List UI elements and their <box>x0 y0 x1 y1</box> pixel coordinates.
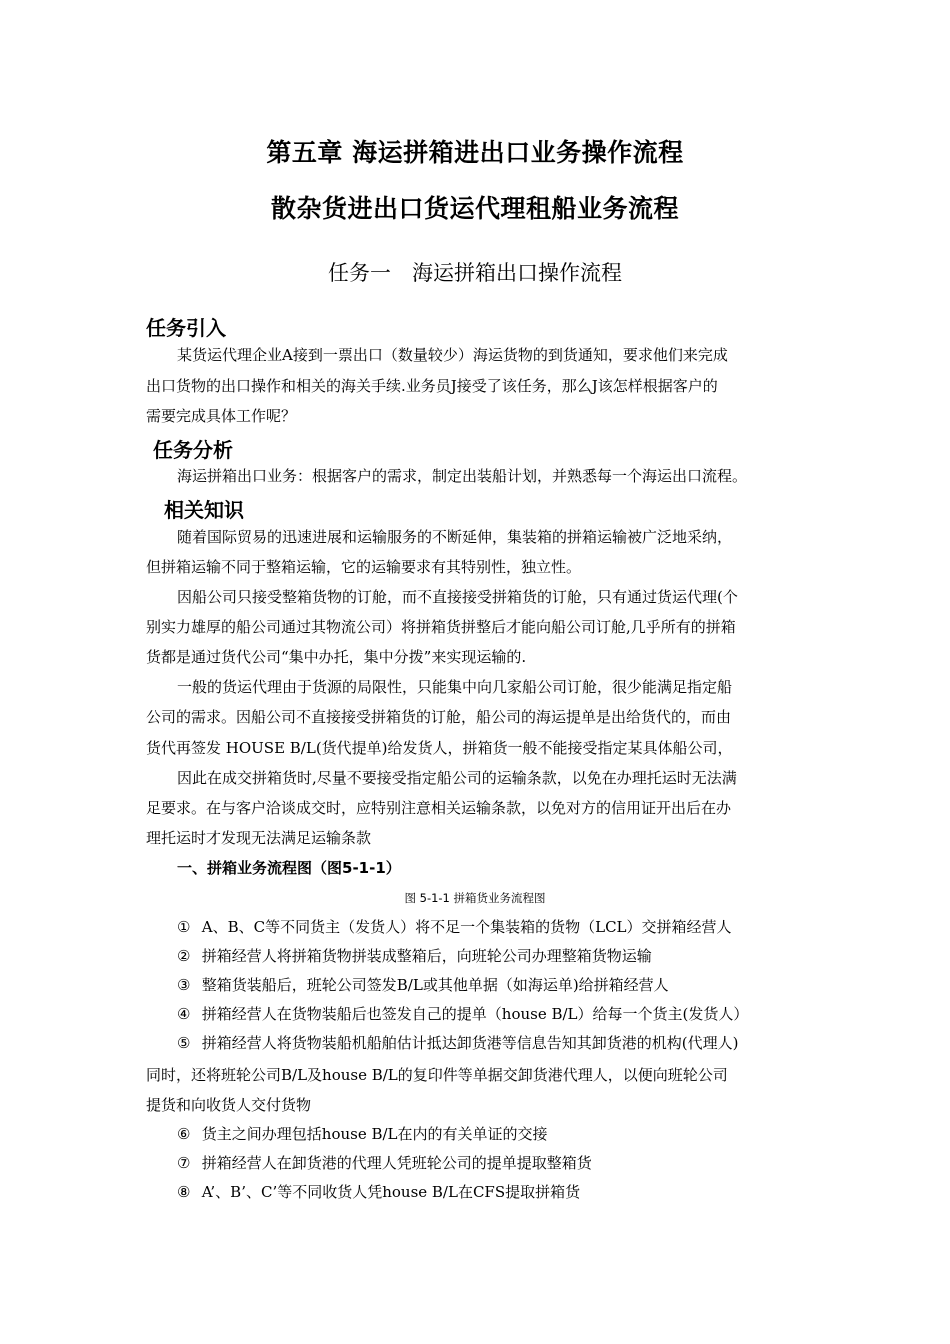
paragraph-line: 但拼箱运输不同于整箱运输，它的运输要求有其特别性，独立性。 <box>146 558 582 576</box>
section-heading-knowledge: 相关知识 <box>164 498 244 522</box>
paragraph-line: 需要完成具体工作呢？ <box>146 407 297 425</box>
list-item <box>177 1153 811 1173</box>
step-text: 整箱货装船后，班轮公司签发B/L或其他单据（如海运单)给拼箱经营人 <box>201 976 669 994</box>
paragraph-line: 一般的货运代理由于货源的局限性，只能集中向几家船公司订舱，很少能满足指定船 <box>177 678 733 696</box>
step-marker: ④ <box>177 1005 191 1023</box>
step-marker: ⑧ <box>177 1183 191 1201</box>
paragraph-line: 某货运代理企业A接到一票出口（数量较少）海运货物的到货通知，要求他们来完成 <box>177 346 728 364</box>
paragraph-line: 理托运时才发现无法满足运输条款 <box>146 829 372 847</box>
step-marker: ① <box>177 918 191 936</box>
step-marker: ③ <box>177 976 191 994</box>
list-item <box>177 975 811 995</box>
paragraph-line: 海运拼箱出口业务：根据客户的需求，制定出装船计划，并熟悉每一个海运出口流程。 <box>177 467 748 485</box>
paragraph-line: 别实力雄厚的船公司通过其物流公司）将拼箱货拼整后才能向船公司订舱,几乎所有的拼箱 <box>146 618 736 636</box>
list-item <box>177 1182 811 1202</box>
list-item <box>177 1124 811 1144</box>
paragraph-line: 公司的需求。因船公司不直接接受拼箱货的订舱，船公司的海运提单是出给货代的，而由 <box>146 708 732 726</box>
chapter-subtitle: 散杂货进出口货运代理租船业务流程 <box>270 194 679 223</box>
step-marker: ⑤ <box>177 1034 191 1052</box>
step-text: 拼箱经营人将货物装船机船舶估计抵达卸货港等信息告知其卸货港的机构(代理人) <box>201 1034 739 1052</box>
paragraph-line: 出口货物的出口操作和相关的海关手续.业务员J接受了该任务，那么J该怎样根据客户的 <box>146 377 718 395</box>
list-item <box>177 1033 811 1053</box>
step-text: 拼箱经营人在卸货港的代理人凭班轮公司的提单提取整箱货 <box>201 1154 592 1172</box>
step-text: 拼箱经营人在货物装船后也签发自己的提单（house B/L）给每一个货主(发货人） <box>201 1005 749 1023</box>
section-heading-analysis: 任务分析 <box>153 438 233 462</box>
paragraph-line: 货都是通过货代公司“集中办托，集中分拨”来实现运输的. <box>146 648 527 666</box>
paragraph-line: 货代再签发 HOUSE B/L(货代提单)给发货人，拼箱货一般不能接受指定某具体船公司， <box>146 739 733 757</box>
step-text: A、B、C等不同货主（发货人）将不足一个集装箱的货物（LCL）交拼箱经营人 <box>201 918 732 936</box>
task-title: 任务一 海运拼箱出口操作流程 <box>328 261 622 285</box>
section-heading-intro: 任务引入 <box>146 316 226 340</box>
step-text-continued: 同时，还将班轮公司B/L及house B/L的复印件等单据交卸货港代理人，以便向班轮公司 <box>146 1066 728 1084</box>
step-text: A’、B’、C’等不同收货人凭house B/L在CFS提取拼箱货 <box>201 1183 581 1201</box>
list-item <box>177 946 811 966</box>
list-item <box>177 917 811 937</box>
paragraph-line: 因船公司只接受整箱货物的订舱，而不直接接受拼箱货的订舱，只有通过货运代理(个 <box>177 588 738 606</box>
paragraph-line: 因此在成交拼箱货时,尽量不要接受指定船公司的运输条款，以免在办理托运时无法满 <box>177 769 737 787</box>
step-text-continued: 提货和向收货人交付货物 <box>146 1096 312 1114</box>
step-text: 拼箱经营人将拼箱货物拼装成整箱后，向班轮公司办理整箱货物运输 <box>201 947 652 965</box>
step-text: 货主之间办理包括house B/L在内的有关单证的交接 <box>201 1125 548 1143</box>
step-marker: ② <box>177 947 191 965</box>
paragraph-line: 随着国际贸易的迅速进展和运输服务的不断延伸，集装箱的拼箱运输被广泛地采纳， <box>177 528 733 546</box>
step-marker: ⑥ <box>177 1125 191 1143</box>
step-marker: ⑦ <box>177 1154 191 1172</box>
figure-caption: 图 5-1-1 拼箱货业务流程图 <box>404 891 546 905</box>
chapter-title: 第五章 海运拼箱进出口业务操作流程 <box>266 138 684 167</box>
list-item <box>177 1004 811 1024</box>
flow-heading: 一、拼箱业务流程图（图5-1-1） <box>177 859 401 877</box>
paragraph-line: 足要求。在与客户洽谈成交时，应特别注意相关运输条款，以免对方的信用证开出后在办 <box>146 799 732 817</box>
